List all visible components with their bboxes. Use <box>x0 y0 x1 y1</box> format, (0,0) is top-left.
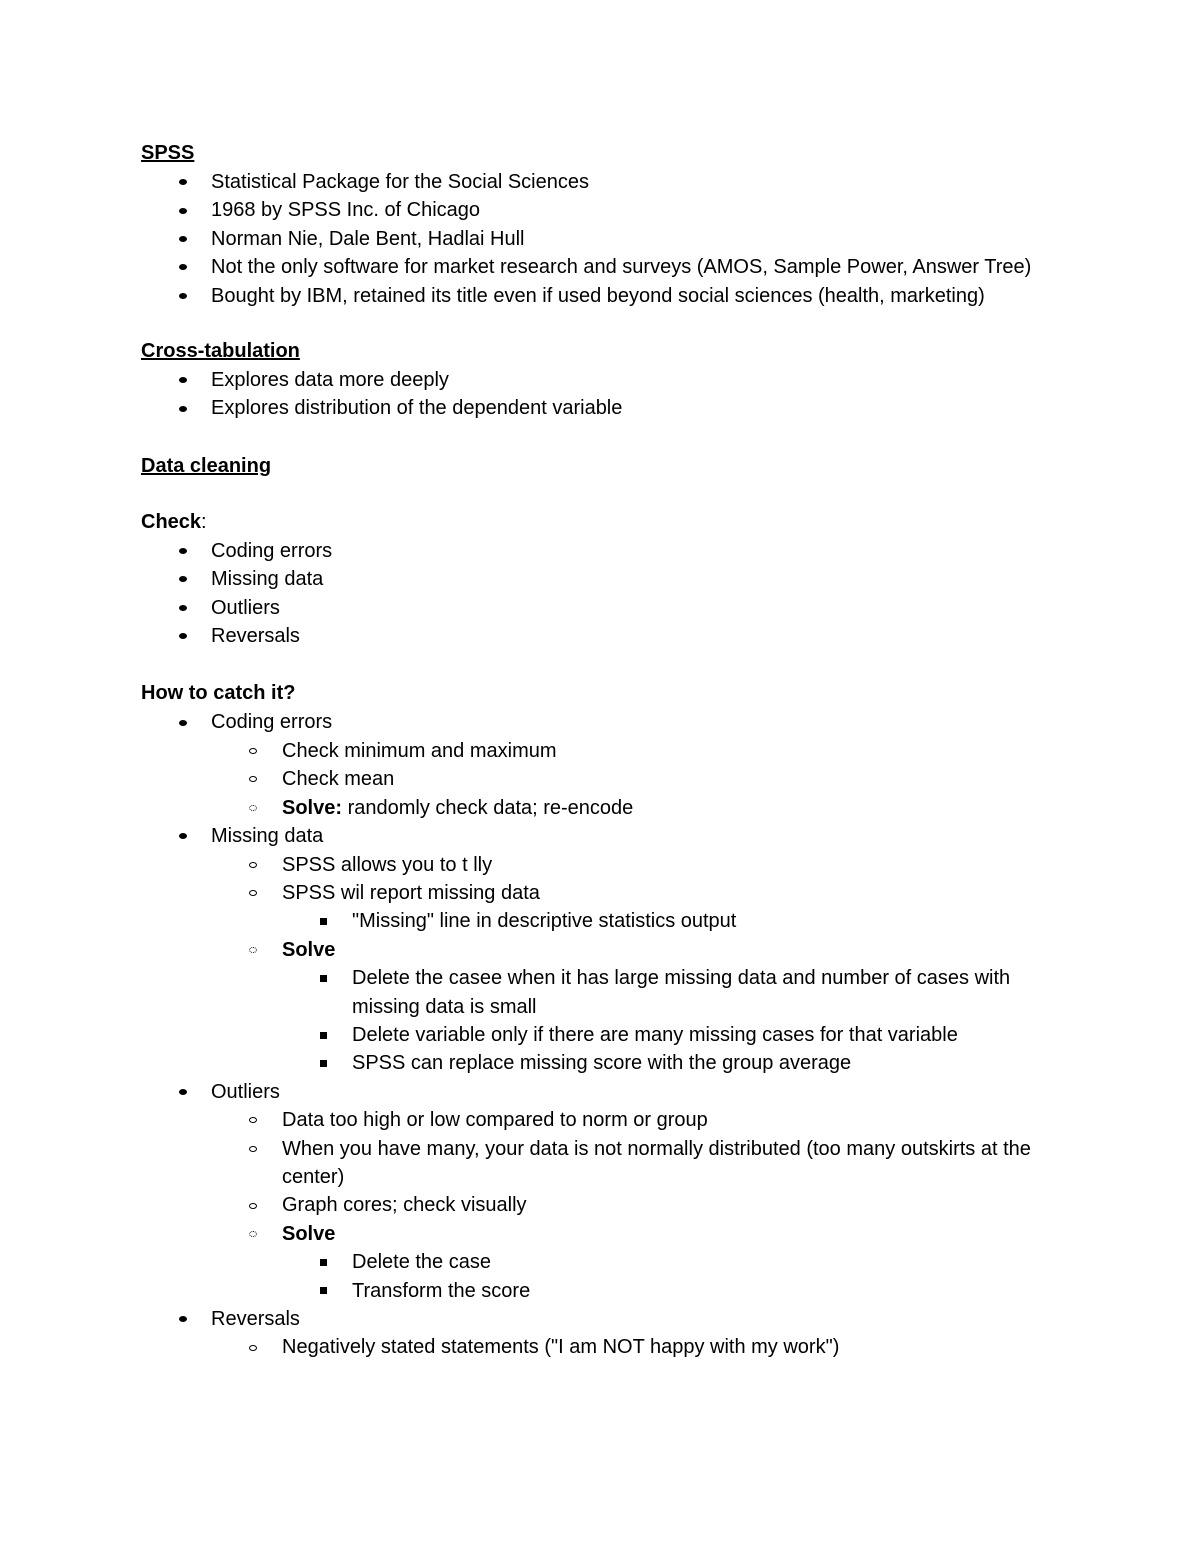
list-item: Check mean <box>141 765 1061 793</box>
list-item: Check minimum and maximum <box>141 737 1061 765</box>
list-item: Statistical Package for the Social Sciences <box>141 168 1061 196</box>
list-item: Reversals <box>141 622 1061 650</box>
heading-data-cleaning: Data cleaning <box>141 454 272 477</box>
bullet-circle-icon <box>246 737 260 765</box>
section-data-cleaning <box>141 452 1061 481</box>
bullet-disc-icon <box>176 708 190 736</box>
list-item: SPSS wil report missing data <box>141 879 1061 907</box>
list-item: Missing data <box>141 565 1061 593</box>
list-item: Delete the casee when it has large missing data and number of cases with missing data is small <box>141 964 1061 1021</box>
bullet-circle-icon <box>246 879 260 907</box>
bullet-disc-icon <box>176 282 190 310</box>
list-item: Bought by IBM, retained its title even if used beyond social sciences (health, marketing) <box>141 282 1061 310</box>
heading-spss: SPSS <box>141 142 195 164</box>
bullet-disc-icon <box>176 196 190 224</box>
bullet-circle-icon <box>246 765 260 793</box>
bullet-square-icon <box>316 1277 330 1305</box>
bullet-disc-icon <box>176 822 190 850</box>
section-crosstab <box>141 337 1061 423</box>
list-item: Coding errors <box>141 708 1061 736</box>
list-item: SPSS can replace missing score with the group average <box>141 1049 1061 1077</box>
list-item: Explores distribution of the dependent variable <box>141 394 1061 422</box>
bullet-disc-icon <box>176 168 190 196</box>
bullet-dotted-circle-icon <box>246 1220 260 1248</box>
list-item: Reversals <box>141 1305 1061 1333</box>
section-check <box>141 508 1061 651</box>
list-item: Data too high or low compared to norm or group <box>141 1106 1061 1134</box>
heading-crosstab: Cross-tabulation <box>141 340 300 363</box>
list-item: "Missing" line in descriptive statistics output <box>141 907 1061 935</box>
list-item: Transform the score <box>141 1277 1061 1305</box>
bullet-dotted-circle-icon <box>246 936 260 964</box>
list-item: Outliers <box>141 594 1061 622</box>
bullet-disc-icon <box>176 1305 190 1333</box>
bullet-square-icon <box>316 964 330 992</box>
bullet-disc-icon <box>176 253 190 281</box>
bullet-disc-icon <box>176 537 190 565</box>
list-item: Delete variable only if there are many missing cases for that variable <box>141 1021 1061 1049</box>
list-item: Solve <box>141 1220 1061 1248</box>
list-item: Not the only software for market research and surveys (AMOS, Sample Power, Answer Tree) <box>141 253 1061 281</box>
list-item: Negatively stated statements ("I am NOT happy with my work") <box>141 1333 1061 1361</box>
document-page <box>141 139 1061 1362</box>
list-item: Graph cores; check visually <box>141 1191 1061 1219</box>
bullet-disc-icon <box>176 225 190 253</box>
bullet-circle-icon <box>246 1106 260 1134</box>
list-item: Explores data more deeply <box>141 366 1061 394</box>
list-item: Coding errors <box>141 537 1061 565</box>
bullet-disc-icon <box>176 622 190 650</box>
list-item: 1968 by SPSS Inc. of Chicago <box>141 196 1061 224</box>
bullet-disc-icon <box>176 565 190 593</box>
bullet-circle-icon <box>246 851 260 879</box>
list-item: Solve <box>141 936 1061 964</box>
bullet-disc-icon <box>176 366 190 394</box>
bullet-dotted-circle-icon <box>246 794 260 822</box>
bullet-disc-icon <box>176 1078 190 1106</box>
heading-how-to-catch: How to catch it? <box>141 682 296 705</box>
bullet-square-icon <box>316 1049 330 1077</box>
list-item: Missing data <box>141 822 1061 850</box>
bullet-disc-icon <box>176 594 190 622</box>
bullet-square-icon <box>316 1021 330 1049</box>
list-item: When you have many, your data is not normally distributed (too many outskirts at the center) <box>141 1135 1061 1192</box>
bullet-disc-icon <box>176 394 190 422</box>
bullet-square-icon <box>316 1248 330 1276</box>
bullet-circle-icon <box>246 1135 260 1163</box>
bullet-square-icon <box>316 907 330 935</box>
list-item: Delete the case <box>141 1248 1061 1276</box>
list-item: Solve: randomly check data; re-encode <box>141 794 1061 822</box>
section-how-to-catch <box>141 679 1061 1361</box>
list-item: SPSS allows you to t lly <box>141 851 1061 879</box>
list-item: Outliers <box>141 1078 1061 1106</box>
section-spss <box>141 139 1061 310</box>
bullet-circle-icon <box>246 1333 260 1361</box>
bullet-circle-icon <box>246 1191 260 1219</box>
heading-check: Check: <box>141 510 207 533</box>
list-item: Norman Nie, Dale Bent, Hadlai Hull <box>141 225 1061 253</box>
